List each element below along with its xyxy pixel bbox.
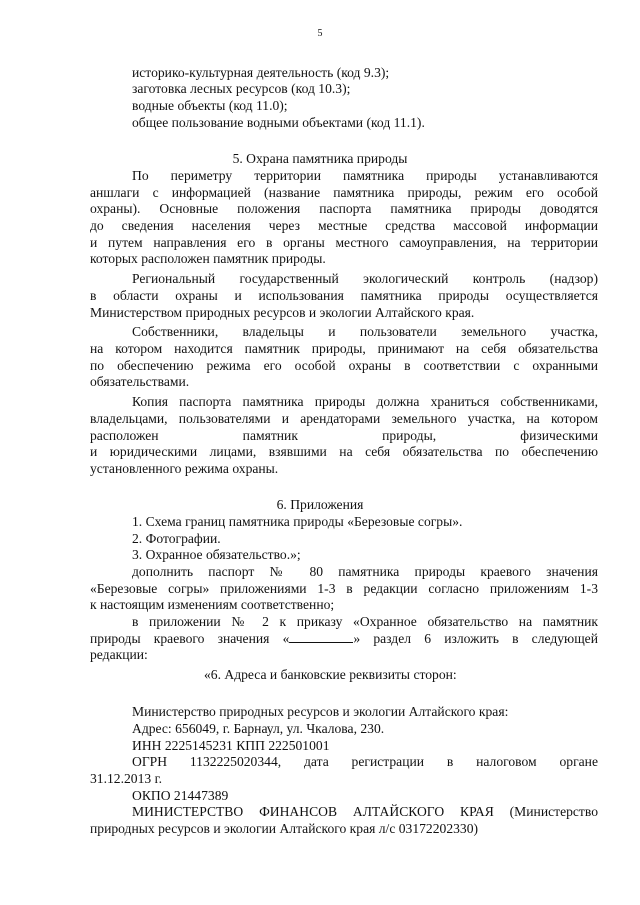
paragraph-line: обязательствами. <box>90 374 190 389</box>
paragraph-line: По периметру территории памятника природы устанавливаются <box>132 168 598 183</box>
paragraph-line: установленного режима охраны. <box>90 461 279 476</box>
paragraph-line: аншлаги с информацией (название памятника природы, режим его особой <box>90 185 598 200</box>
paragraph-line: редакции: <box>90 647 148 662</box>
paragraph-line: Собственники, владельцы и пользователи земельного участка, <box>132 324 598 339</box>
paragraph-line: которых расположен памятник природы. <box>90 251 326 266</box>
paragraph-line: владельцами, пользователями и арендаторами земельного участка, на котором <box>90 411 598 426</box>
text-fragment: » раздел 6 изложить в следующей <box>353 631 598 646</box>
paragraph-line: по обеспечению режима его особой охраны в соответствии с охранными <box>90 358 598 373</box>
ministry-name: Министерство природных ресурсов и экологии Алтайского края: <box>132 704 509 719</box>
blank-line <box>289 631 353 643</box>
list-item: историко-культурная деятельность (код 9.3); <box>132 65 390 80</box>
section-5-title: 5. Охрана памятника природы <box>232 151 408 166</box>
ministry-inn: ИНН 2225145231 КПП 222501001 <box>132 738 330 753</box>
list-item: 1. Схема границ памятника природы «Березовые согры». <box>132 514 463 529</box>
paragraph-line: Министерством природных ресурсов и экологии Алтайского края. <box>90 305 475 320</box>
section-6-title: 6. Приложения <box>276 497 364 512</box>
paragraph-line: дополнить паспорт № 80 памятника природы краевого значения <box>132 564 598 579</box>
list-item: водные объекты (код 11.0); <box>132 98 288 113</box>
ministry-address: Адрес: 656049, г. Барнаул, ул. Чкалова, 230. <box>132 721 385 736</box>
list-item: 3. Охранное обязательство.»; <box>132 547 301 562</box>
finance-ministry-account: природных ресурсов и экологии Алтайского края л/с 03172202330) <box>90 821 479 836</box>
ministry-ogrn: ОГРН 1132225020344, дата регистрации в налоговом органе <box>132 754 598 769</box>
paragraph-line: Копия паспорта памятника природы должна храниться собственниками, <box>132 394 598 409</box>
addresses-heading: «6. Адреса и банковские реквизиты сторон: <box>204 667 457 682</box>
ministry-ogrn-date: 31.12.2013 г. <box>90 771 163 786</box>
paragraph-line <box>90 631 598 647</box>
page-number: 5 <box>317 28 323 39</box>
paragraph-line: охраны). Основные положения паспорта памятника природы доводятся <box>90 201 598 216</box>
list-item: заготовка лесных ресурсов (код 10.3); <box>132 81 351 96</box>
ministry-okpo: ОКПО 21447389 <box>132 788 229 803</box>
paragraph-line: и юридическими лицами, взявшими на себя обязательства по обеспечению <box>90 444 598 459</box>
paragraph-line: в области охраны и использования памятника природы осуществляется <box>90 288 598 303</box>
paragraph-line: в приложении № 2 к приказу «Охранное обязательство на памятник <box>132 614 598 629</box>
list-item: общее пользование водными объектами (код 11.1). <box>132 115 425 130</box>
list-item: 2. Фотографии. <box>132 531 221 546</box>
paragraph-line: на котором находится памятник природы, принимают на себя обязательства <box>90 341 598 356</box>
paragraph-line: «Березовые согры» приложениями 1-3 в редакции согласно приложениям 1-3 <box>90 581 598 596</box>
paragraph-line: Региональный государственный экологический контроль (надзор) <box>132 271 598 286</box>
paragraph-line: и путем направления его в органы местного самоуправления, на территории <box>90 235 598 250</box>
paragraph-line: расположен памятник природы, физическими <box>90 428 598 443</box>
paragraph-line: к настоящим изменениям соответственно; <box>90 597 335 612</box>
finance-ministry: МИНИСТЕРСТВО ФИНАНСОВ АЛТАЙСКОГО КРАЯ (Министерство <box>132 804 598 819</box>
paragraph-line: до сведения населения через местные средства массовой информации <box>90 218 598 233</box>
text-fragment: природы краевого значения « <box>90 631 290 646</box>
